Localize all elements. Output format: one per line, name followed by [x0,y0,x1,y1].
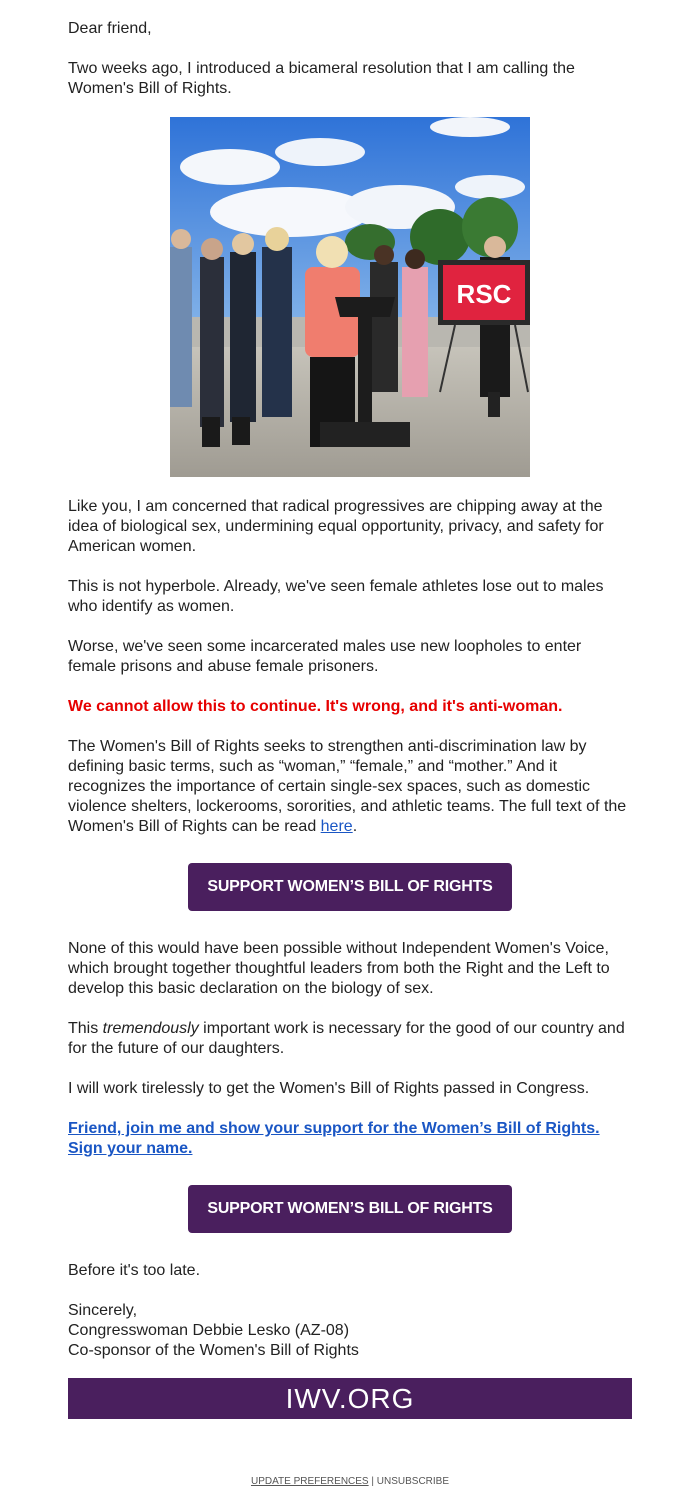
paragraph-iwv: None of this would have been possible without Independent Women's Voice, which brought together thoughtful leaders from both the Right and the Left to develop this basic declaration on the biology of sex. [68,940,610,997]
footer-separator: | [368,1476,377,1487]
press-conference-photo [170,117,530,477]
bill-description-text: The Women's Bill of Rights seeks to strengthen anti-discrimination law by defining basic terms, such as “woman,” “female,” and “mother.” And it recognizes the importance of certain single-sex spaces, such as domestic violence shelters, lockerooms, sororities, and athletic teams. The full text of the Women's Bill of Rights can be read [68,738,627,835]
update-preferences-link[interactable]: UPDATE PREFERENCES [250,1476,369,1487]
paragraph-important-work [68,1019,632,1059]
important-work-suffix: important work is necessary for the good of our country and for the future of our daughters. [68,1020,625,1057]
signer-title: Co-sponsor of the Women's Bill of Rights [68,1342,359,1359]
paragraph-hyperbole: This is not hyperbole. Already, we've seen female athletes lose out to males who identify as women. [68,578,604,615]
iwv-banner[interactable]: IWV.ORG [68,1378,632,1419]
support-button-1[interactable]: SUPPORT WOMEN’S BILL OF RIGHTS [188,863,512,911]
important-work-prefix: This [68,1020,103,1037]
photo-illustration [170,117,530,477]
sign-name-link[interactable]: Friend, join me and show your support for the Women’s Bill of Rights. Sign your name. [68,1120,600,1157]
signature-block [68,1301,632,1361]
paragraph-commitment: I will work tirelessly to get the Women's Bill of Rights passed in Congress. [68,1080,590,1097]
bill-description-end: . [352,818,358,835]
red-statement: We cannot allow this to continue. It's wrong, and it's anti-woman. [68,698,563,715]
paragraph-prisons: Worse, we've seen some incarcerated males use new loopholes to enter female prisons and abuse female prisoners. [68,638,582,675]
email-footer [0,1472,700,1492]
signoff: Sincerely, [68,1302,138,1319]
unsubscribe-link[interactable]: UNSUBSCRIBE [376,1476,450,1487]
paragraph-bill-description [68,737,632,837]
support-button-2[interactable]: SUPPORT WOMEN’S BILL OF RIGHTS [188,1185,512,1233]
important-work-emphasis: tremendously [102,1020,199,1037]
closing-line: Before it's too late. [68,1262,201,1279]
full-text-link[interactable]: here [320,818,353,835]
intro-paragraph: Two weeks ago, I introduced a bicameral resolution that I am calling the Women's Bill of Rights. [68,60,575,97]
greeting: Dear friend, [68,20,152,37]
rsc-sign-text: RSC [456,279,512,309]
signer-name: Congresswoman Debbie Lesko (AZ-08) [68,1322,350,1339]
paragraph-concern: Like you, I am concerned that radical progressives are chipping away at the idea of biological sex, undermining equal opportunity, privacy, and safety for American women. [68,498,604,555]
